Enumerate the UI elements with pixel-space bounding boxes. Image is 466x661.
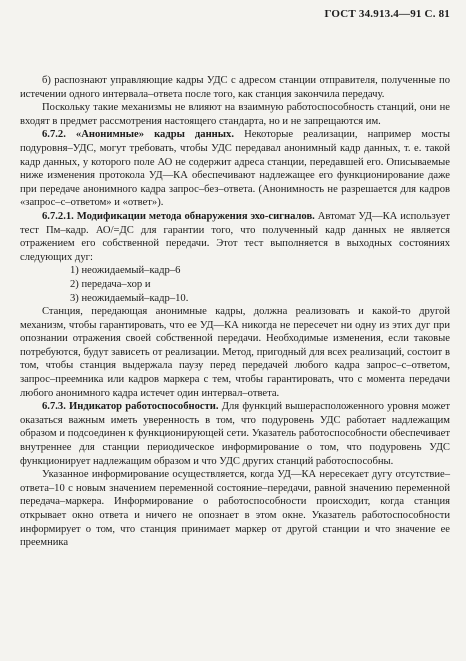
section-heading: 6.7.3. Индикатор работоспособности. — [42, 401, 219, 413]
paragraph-text: Некоторые реализации, например мосты подуровня–УДС, могут требовать, чтобы УДС передавал анонимный кадр данных, т. е. такой кадр данных, у которого поле АО не содержит адреса станции, передавшей его. Описываемые ниже изменения протокола УД—КА обеспечивают надлежащее его функционирование даже при передаче анонимного кадра запрос–без–ответа. (Анонимность не разрешается для кадров «запрос–с–ответом» и «ответ»). — [20, 129, 450, 209]
paragraph: б) распознают управляющие кадры УДС с адресом станции отправителя, полученные по истечении одного интервала–ответа после того, как станция закончила передачу. — [20, 75, 450, 100]
running-head: ГОСТ 34.913.4—91 С. 81 — [324, 8, 450, 20]
section-heading: 6.7.2. «Анонимные» кадры данных. — [42, 129, 235, 141]
list-item: 1) неожидаемый–кадр–6 — [70, 265, 181, 277]
paragraph — [20, 400, 450, 468]
paragraph-text: Для функций вышерасположенного уровня может оказаться важным иметь уверенность в том, что подуровень УДС работает надлежащим образом и подсоединен к функционирующей сети. Указатель работоспособности обеспечивает внутреннее для станции периодическое информирование о том, что подуровень УДС функционирует надлежащим образом и что УДС других станций работоспособны. — [20, 401, 450, 467]
list-item: 3) неожидаемый–кадр–10. — [70, 292, 189, 304]
document-body — [20, 74, 450, 550]
section-heading: 6.7.2.1. Модификации метода обнаружения эхо-сигналов. — [42, 210, 315, 222]
paragraph: Станция, передающая анонимные кадры, должна реализовать и какой-то другой механизм, чтобы гарантировать, что ее УД—КА никогда не пересечет ни одну из этих дуг при опознании отражения своей собственной передачи. Необходимые изменения, если таковые потребуются, будут зависеть от реализации. Метод, пригодный для всех реализаций, состоит в том, чтобы станция выдержала паузу перед передачей любого кадра запрос–с–ответом, запрос–преемника или кадров маркера с тем, чтобы гарантировать, что с момента передачи любого анонимного кадра истечет один интервал–ответа. — [20, 306, 450, 399]
list-item: 2) передача–хор и — [70, 278, 151, 290]
paragraph — [20, 210, 450, 264]
arc-list — [20, 264, 450, 305]
paragraph: Поскольку такие механизмы не влияют на взаимную работоспособность станций, они не входят в предмет рассмотрения настоящего стандарта, но и не запрещаются им. — [20, 102, 450, 127]
paragraph: Указанное информирование осуществляется, когда УД—КА нересекает дугу отсутствие–ответа–10 с новым значением переменной состояние–передачи, равной значению переменной передача–маркера. Информирование о работоспособности происходит, когда станция открывает окно ответа и ничего не опознает в этом окне. Указатель работоспособности информирует о том, что станция принимает маркер от другой станции и что значение ее преемника — [20, 469, 450, 549]
paragraph — [20, 128, 450, 210]
paragraph-text: Автомат УД—КА использует тест Пм–кадр. АО/=ДС для гарантии того, что полученный кадр данных не является отражением его собственной передачи. Этот тест выполняется в выходных состояниях следующих дуг: — [20, 210, 450, 263]
